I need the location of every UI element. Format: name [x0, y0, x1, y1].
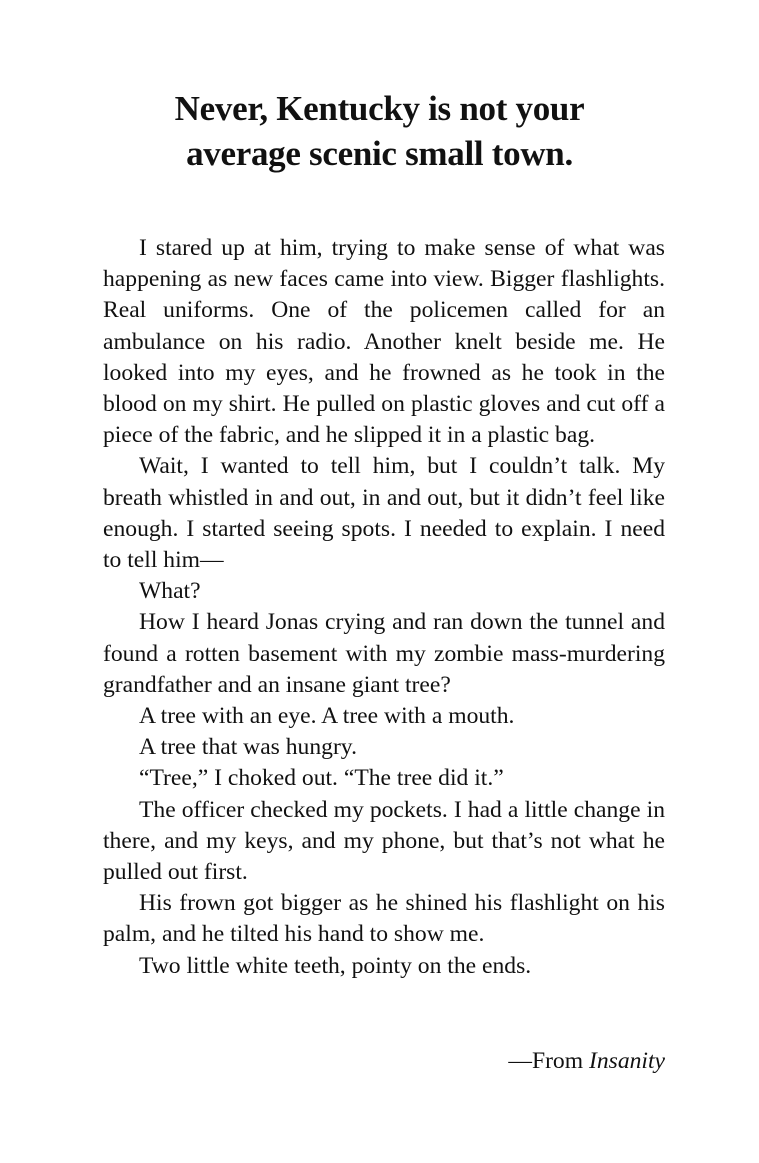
paragraph: I stared up at him, trying to make sense of what was happening as new faces came into view. Bigger flashlights. Real uniforms. One of the policemen called for an ambulance on his radio. Another knelt beside me. He looked into my eyes, and he frowned as he took in the blood on my shirt. He pulled on plastic gloves and cut off a piece of the fabric, and he slipped it in a plastic bag.	[103, 235, 665, 449]
paragraph: Two little white teeth, pointy on the ends.	[139, 952, 532, 979]
page-title	[0, 86, 759, 176]
paragraph: His frown got bigger as he shined his flashlight on his palm, and he tilted his hand to show me.	[103, 890, 665, 948]
paragraph: Wait, I wanted to tell him, but I couldn’t talk. My breath whistled in and out, in and out, but it didn’t feel like enough. I started seeing spots. I needed to explain. I need to tell him—	[103, 453, 665, 574]
title-line-2: average scenic small town.	[186, 134, 573, 173]
source-attribution	[508, 1046, 665, 1077]
paragraph: The officer checked my pockets. I had a little change in there, and my keys, and my phone, but that’s not what he pulled out first.	[103, 796, 665, 886]
paragraph: A tree with an eye. A tree with a mouth.	[139, 703, 515, 730]
paragraph: What?	[139, 578, 201, 605]
paragraph: “Tree,” I choked out. “The tree did it.”	[139, 765, 504, 792]
paragraph: A tree that was hungry.	[139, 734, 357, 761]
attribution-prefix: —From	[508, 1048, 589, 1074]
paragraph: How I heard Jonas crying and ran down the tunnel and found a rotten basement with my zombie mass-murdering grandfather and an insane giant tree?	[103, 609, 665, 698]
book-title: Insanity	[588, 1048, 665, 1074]
excerpt-body	[103, 233, 665, 982]
title-line-1: Never, Kentucky is not your	[174, 89, 585, 128]
